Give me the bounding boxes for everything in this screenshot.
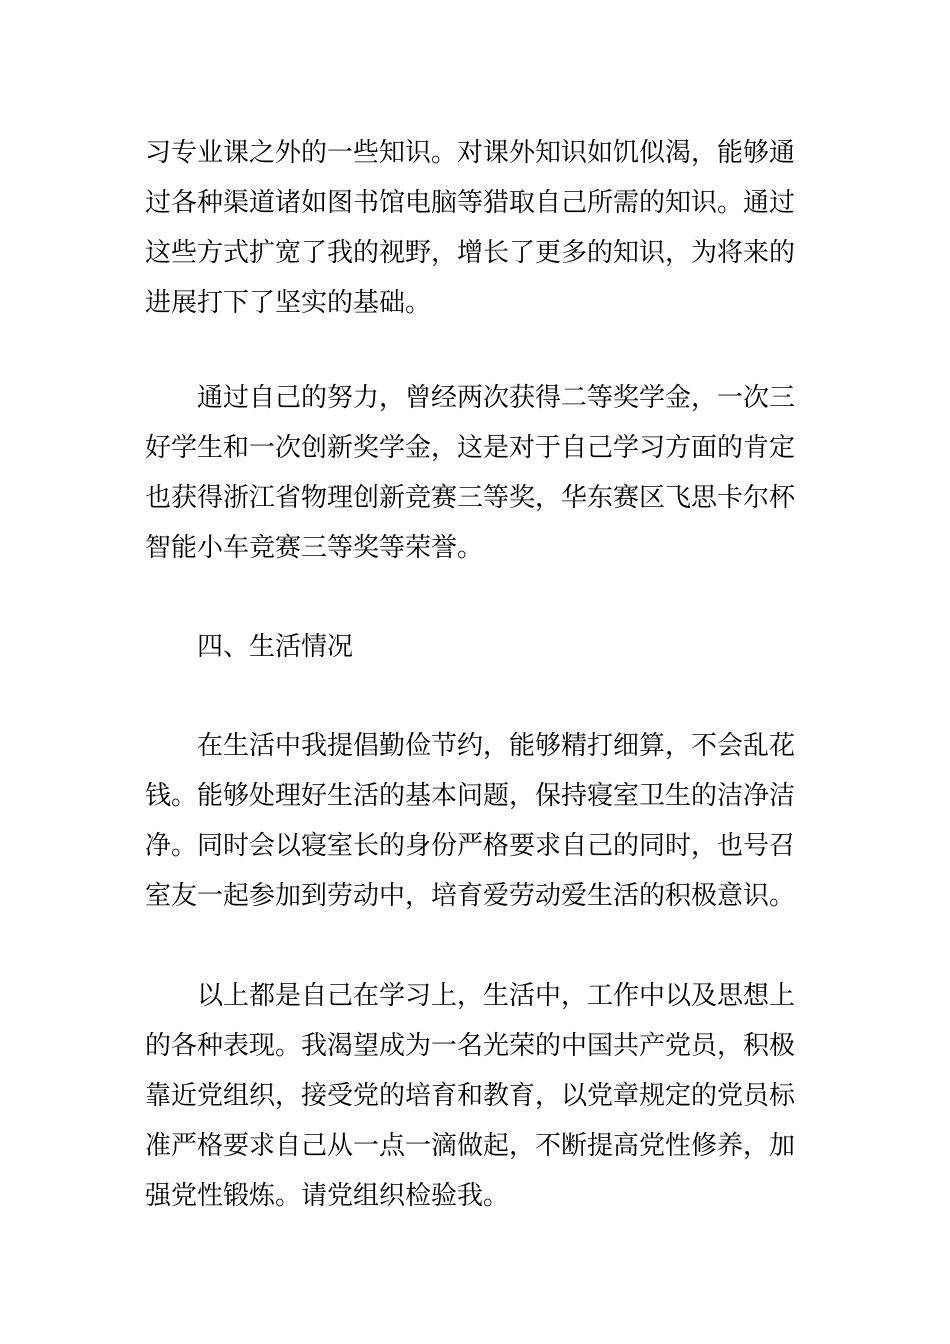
text-line: 也获得浙江省物理创新竞赛三等奖，华东赛区飞思卡尔杯 — [145, 483, 796, 513]
text-line: 的各种表现。我渴望成为一名光荣的中国共产党员，积极 — [145, 1031, 796, 1061]
text-line: 靠近党组织，接受党的培育和教育，以党章规定的党员标 — [145, 1081, 796, 1111]
text-line: 净。同时会以寝室长的身份严格要求自己的同时，也号召 — [145, 831, 796, 861]
text-line: 以上都是自己在学习上，生活中，工作中以及思想上 — [197, 981, 796, 1011]
text-line: 在生活中我提倡勤俭节约，能够精打细算，不会乱花 — [197, 731, 796, 761]
text-line: 室友一起参加到劳动中，培育爱劳动爱生活的积极意识。 — [145, 881, 796, 911]
text-line: 准严格要求自己从一点一滴做起，不断提高党性修养，加 — [145, 1131, 796, 1161]
section-heading-life — [145, 622, 815, 672]
paragraph-conclusion — [145, 971, 815, 1221]
text-line: 强党性锻炼。请党组织检验我。 — [145, 1181, 510, 1211]
text-line: 好学生和一次创新奖学金，这是对于自己学习方面的肯定 — [145, 433, 796, 463]
text-line: 智能小车竞赛三等奖等荣誉。 — [145, 533, 484, 563]
paragraph-life — [145, 721, 815, 921]
paragraph-awards — [145, 373, 815, 573]
text-line: 习专业课之外的一些知识。对课外知识如饥似渴，能够通 — [145, 138, 796, 168]
paragraph-study-knowledge — [145, 128, 815, 328]
text-line: 过各种渠道诸如图书馆电脑等猎取自己所需的知识。通过 — [145, 188, 796, 218]
text-line: 通过自己的努力，曾经两次获得二等奖学金，一次三 — [197, 383, 796, 413]
text-line: 钱。能够处理好生活的基本问题，保持寝室卫生的洁净洁 — [145, 781, 796, 811]
text-line: 进展打下了坚实的基础。 — [145, 288, 432, 318]
text-line: 这些方式扩宽了我的视野，增长了更多的知识，为将来的 — [145, 238, 796, 268]
heading-line: 四、生活情况 — [197, 632, 354, 662]
